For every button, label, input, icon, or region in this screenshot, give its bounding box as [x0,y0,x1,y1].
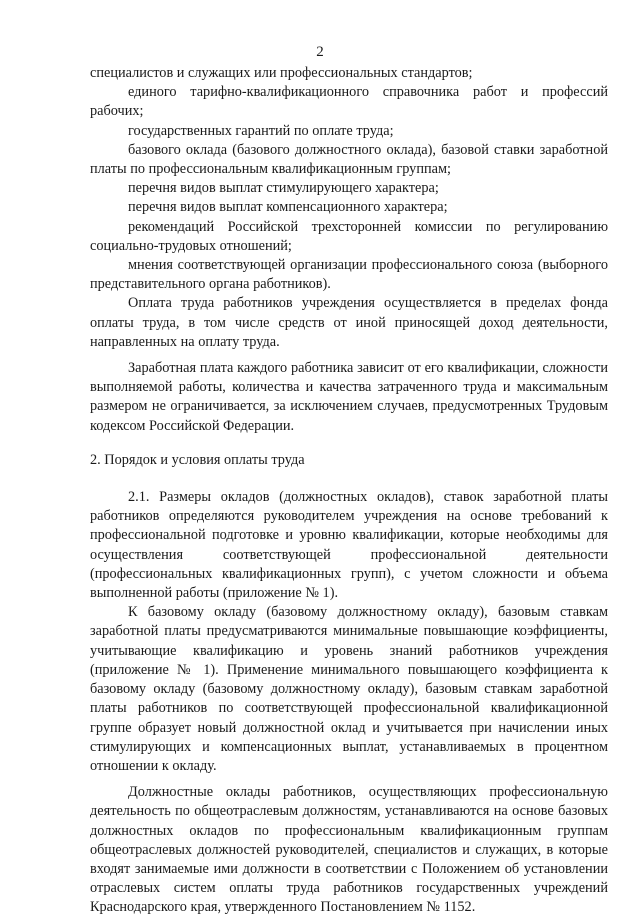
paragraph: государственных гарантий по оплате труда; [128,122,394,139]
paragraph: Заработная плата каждого работника зависит от его квалификации, сложности выполняемой работы, количества и качества затраченного труда и максимальным размером не ограничивается, за исключением случаев, предусмотренных Трудовым кодексом Российской Федерации. [90,360,608,434]
paragraph: перечня видов выплат стимулирующего характера; [128,180,439,197]
paragraph: 2.1. Размеры окладов (должностных окладов), ставок заработной платы работников определяются руководителем учреждения на основе требований к профессиональной подготовке и уровню квалификации, которые необходимы для осуществления соответствующей профессиональной деятельности (профессиональных квалификационных групп), с учетом сложности и объема выполненной работы (приложение № 1). [90,489,608,602]
section-heading: 2. Порядок и условия оплаты труда [90,451,305,468]
paragraph: рекомендаций Российской трехсторонней комиссии по регулированию социально-трудовых отношений; [90,218,608,254]
paragraph: базового оклада (базового должностного оклада), базовой ставки заработной платы по профессиональным квалификационным группам; [90,141,608,178]
page-number: 2 [316,44,324,60]
paragraph: Должностные оклады работников, осуществляющих профессиональную деятельность по общеотраслевым должностям, устанавливаются на основе базовых должностных окладов по профессиональным квалификационным группам общеотраслевых должностей руководителей, специалистов и служащих, в которые входят занимаемые ими должности в соответствии с Положением об установлении отраслевых систем оплаты труда работников государственных учреждений Краснодарского края, утвержденного Постановлением № 1152. [90,784,608,916]
paragraph: единого тарифно-квалификационного справочника работ и профессий рабочих; [90,84,608,120]
paragraph: специалистов и служащих или профессиональных стандартов; [90,65,473,81]
paragraph: перечня видов выплат компенсационного характера; [128,199,448,216]
document-body [90,64,608,918]
paragraph: Оплата труда работников учреждения осуществляется в пределах фонда оплаты труда, в том числе средств от иной приносящей доход деятельности, направленных на оплату труда. [90,295,608,350]
paragraph: К базовому окладу (базовому должностному окладу), базовым ставкам заработной платы предусматриваются минимальные повышающие коэффициенты, учитывающие квалификацию и уровень знаний работников учреждения (приложение № 1). Применение минимального повышающего коэффициента к базовому окладу (базовому должностному окладу), базовым ставкам заработной платы работников по соответствующей профессиональной квалификационной группе образует новый должностной оклад и учитывается при начислении иных стимулирующих и компенсационных выплат, устанавливаемых в процентном отношении к окладу. [90,604,608,774]
paragraph: мнения соответствующей организации профессионального союза (выборного представительного органа работников). [90,257,608,293]
